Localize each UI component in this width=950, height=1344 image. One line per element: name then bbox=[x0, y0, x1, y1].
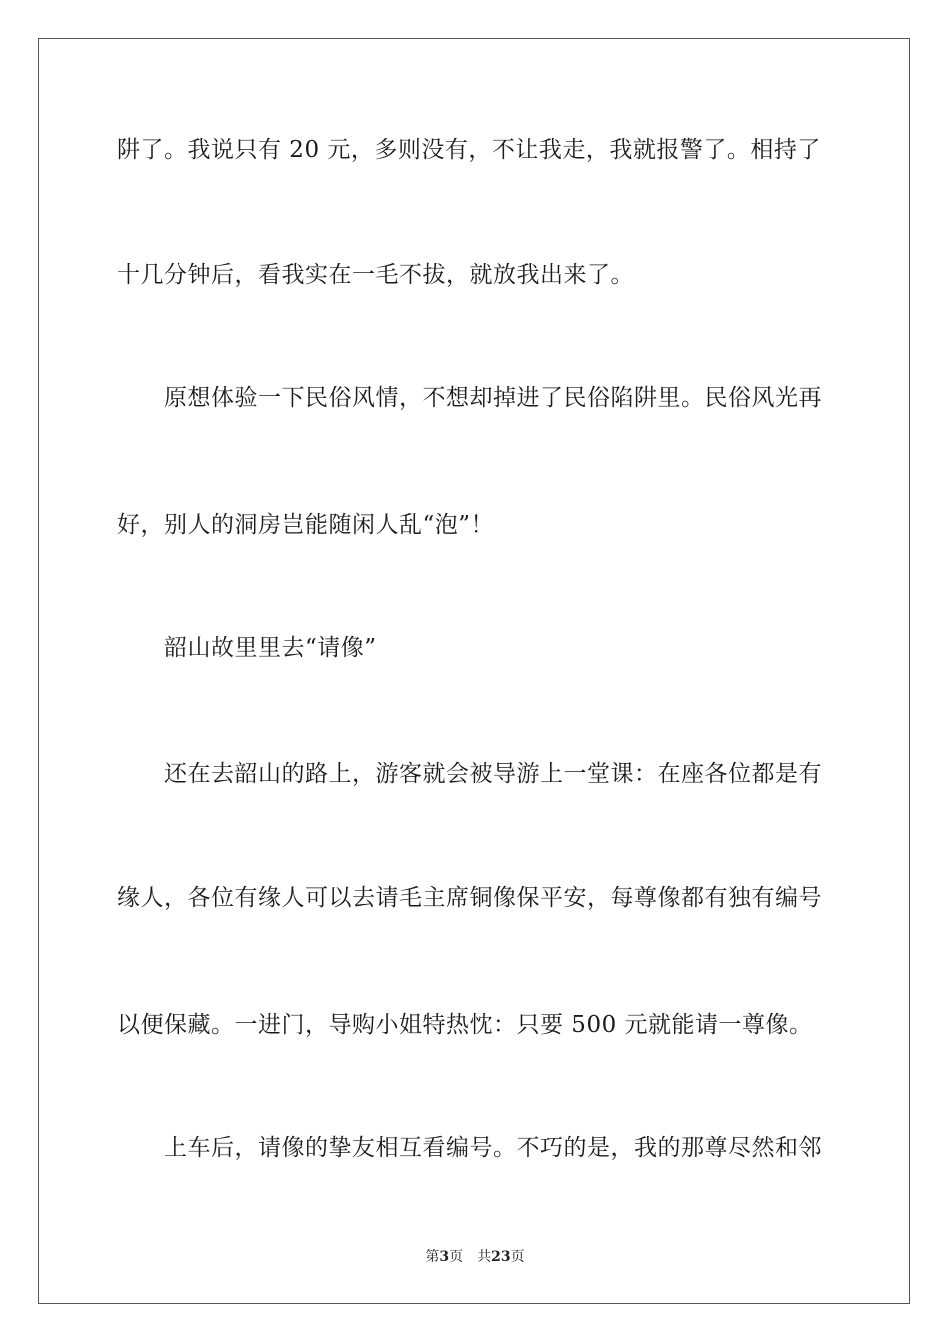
page-suffix: 页 bbox=[449, 1249, 464, 1265]
text-line-4: 好，别人的洞房岂能随闲人乱“泡”！ bbox=[117, 512, 495, 538]
text-line-9: 上车后，请像的挚友相互看编号。不巧的是，我的那尊尽然和邻 bbox=[164, 1135, 822, 1161]
page-total: 23 bbox=[491, 1249, 511, 1265]
text-line-7: 缘人，各位有缘人可以去请毛主席铜像保平安，每尊像都有独有编号 bbox=[117, 885, 822, 911]
section-heading: 韶山故里里去“请像” bbox=[164, 635, 377, 661]
text-line-6: 还在去韶山的路上，游客就会被导游上一堂课：在座各位都是有 bbox=[164, 761, 822, 787]
text-line-1: 阱了。我说只有 20 元，多则没有，不让我走，我就报警了。相持了 bbox=[117, 137, 821, 163]
text-line-8: 以便保藏。一进门，导购小姐特热忱：只要 500 元就能请一尊像。 bbox=[117, 1012, 813, 1038]
total-prefix: 共 bbox=[477, 1249, 492, 1265]
text-line-3: 原想体验一下民俗风情，不想却掉进了民俗陷阱里。民俗风光再 bbox=[164, 385, 822, 411]
text-line-2: 十几分钟后，看我实在一毛不拔，就放我出来了。 bbox=[117, 262, 634, 288]
page-current: 3 bbox=[439, 1249, 450, 1265]
page-border bbox=[38, 38, 910, 1304]
page-footer bbox=[0, 1246, 950, 1266]
page-prefix: 第 bbox=[425, 1249, 440, 1265]
total-suffix: 页 bbox=[510, 1249, 525, 1265]
